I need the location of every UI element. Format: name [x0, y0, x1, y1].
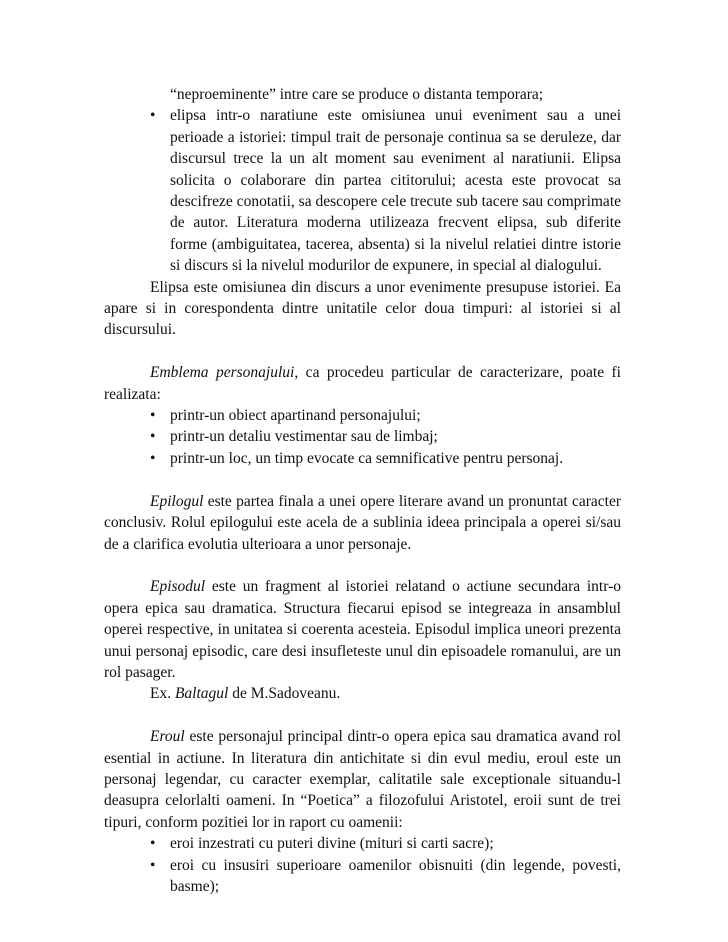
bullet-icon: • — [150, 835, 156, 853]
continuation-line: “neproeminente” intre care se produce o distanta temporara; — [170, 86, 544, 103]
epilogul-term: Epilogul — [150, 492, 204, 510]
list-item — [104, 405, 621, 426]
list-item-text: printr-un obiect apartinand personajului; — [170, 407, 421, 425]
ellipsis-list — [104, 105, 621, 276]
emblema-text: , ca procedeu particular de caracterizare, poate fi realizata: — [104, 364, 621, 403]
example-suffix: de M.Sadoveanu. — [228, 685, 341, 703]
emblema-paragraph — [104, 362, 621, 405]
episodul-example — [104, 683, 621, 704]
list-item-text: printr-un loc, un timp evocate ca semnificative pentru personaj. — [170, 449, 564, 467]
paragraph-gap — [104, 555, 621, 576]
epilogul-text: este partea finala a unei opere literare avand un pronuntat caracter conclusiv. Rolul epilogului este acela de a sublinia ideea principala a operei si/sau de a clarifica evolutia ulterioara a unor personaje. — [104, 492, 621, 553]
elipsa-paragraph: Elipsa este omisiunea din discurs a unor evenimente presupuse istoriei. Ea apare si in corespondenta dintre unitatile celor doua timpuri: al istoriei si al discursului. — [104, 278, 621, 339]
list-item-text: eroi inzestrati cu puteri divine (mituri si carti sacre); — [170, 835, 494, 853]
bullet-icon: • — [150, 407, 156, 425]
list-item-text: eroi cu insusiri superioare oamenilor obisnuiti (din legende, povesti, basme); — [170, 856, 621, 895]
list-item — [104, 105, 621, 276]
eroul-text: este personajul principal dintr-o opera epica sau dramatica avand rol esential in actiune. In literatura din antichitate si din evul mediu, eroul este un personaj legendar, cu caracter exemplar, calitatile sale exceptionale situandu-l deasupra celorlalti oameni. In “Poetica” a filozofului Aristotel, eroii sunt de trei tipuri, conform pozitiei lor in raport cu oamenii: — [104, 728, 621, 831]
example-title: Baltagul — [174, 685, 229, 703]
eroul-list — [104, 833, 621, 897]
paragraph-gap — [104, 705, 621, 726]
list-item — [104, 833, 621, 854]
bullet-icon: • — [150, 428, 156, 446]
list-item-text: elipsa intr-o naratiune este omisiunea unui eveniment sau a unei perioade a istoriei: timpul trait de personaje continua sa se deruleze, dar discursul trece la un alt moment sau eveniment al naratiunii. Elipsa solicita o colaborare din partea cititorului; acesta este provocat sa descifreze conotatii, sa descopere cele trecute sub tacere sau comprimate de autor. Literatura moderna utilizeaza frecvent elipsa, sub diferite forme (ambiguitatea, tacerea, absenta) si la nivelul relatiei dintre istorie si discurs si la nivelul modurilor de expunere, in special al dialogului. — [170, 107, 621, 275]
list-item — [104, 855, 621, 898]
list-item — [104, 448, 621, 469]
list-item-text: printr-un detaliu vestimentar sau de limbaj; — [170, 428, 438, 446]
emblema-list — [104, 405, 621, 469]
bullet-icon: • — [150, 449, 156, 467]
episodul-term: Episodul — [150, 578, 206, 596]
eroul-term: Eroul — [150, 728, 185, 746]
bullet-icon: • — [150, 107, 156, 125]
example-prefix: Ex. — [150, 685, 175, 703]
emblema-term: Emblema personajului — [150, 364, 295, 382]
paragraph-gap — [104, 341, 621, 362]
eroul-paragraph — [104, 726, 621, 833]
episodul-text: este un fragment al istoriei relatand o actiune secundara intr-o opera epica sau dramatica. Structura fiecarui episod se integreaza in ansamblul operei respective, in unitatea si coerenta acesteia. Episodul implica uneori prezenta unui personaj episodic, care desi insufleteste unul din episoadele romanului, are un rol pasager. — [104, 578, 621, 681]
epilogul-paragraph — [104, 491, 621, 555]
list-item — [104, 426, 621, 447]
bullet-icon: • — [150, 856, 156, 874]
document-page — [104, 84, 621, 897]
paragraph-gap — [104, 469, 621, 490]
episodul-paragraph — [104, 576, 621, 683]
